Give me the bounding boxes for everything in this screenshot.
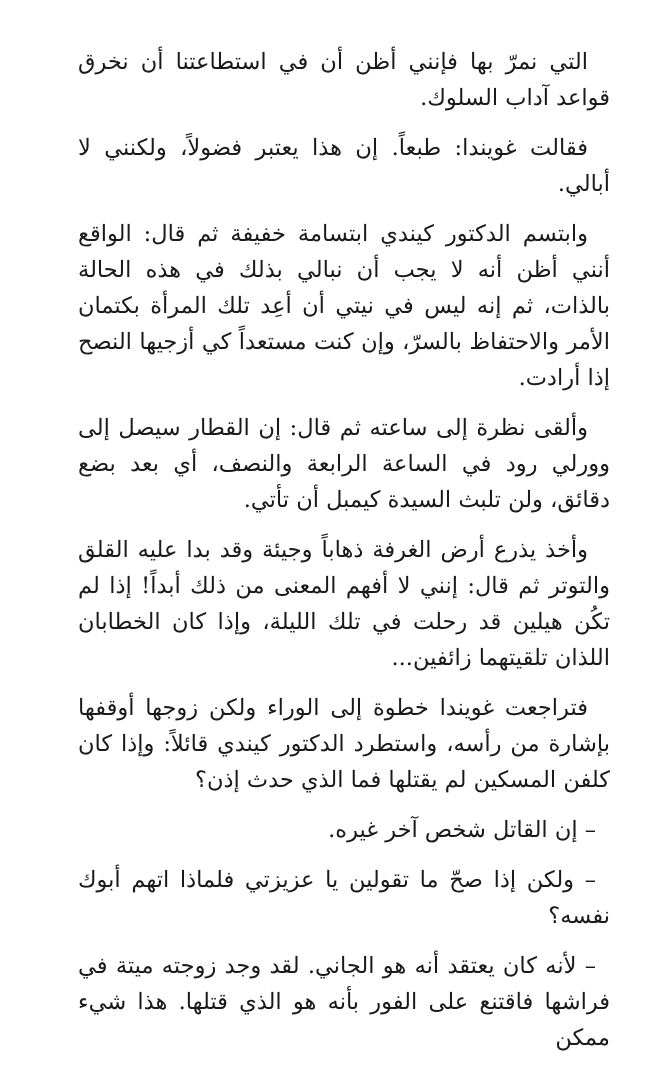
- dialogue-line-3: – لأنه كان يعتقد أنه هو الجاني. لقد وجد زوجته ميتة في فراشها فاقتنع على الفور بأنه هو الذي قتلها. هذا شيء ممكن: [78, 953, 610, 1051]
- book-page-text: [78, 44, 610, 1070]
- paragraph-6: فتراجعت غويندا خطوة إلى الوراء ولكن زوجها أوقفها بإشارة من رأسه، واستطرد الدكتور كيندي قائلاً: وإذا كان كلفن المسكين لم يقتلها فما الذي حدث إذن؟: [78, 695, 610, 793]
- paragraph-3: وابتسم الدكتور كيندي ابتسامة خفيفة ثم قال: الواقع أنني أظن أنه لا يجب أن نبالي بذلك في هذه الحالة بالذات، ثم إنه ليس في نيتي أن أعِد تلك المرأة بكتمان الأمر والاحتفاظ بالسرّ، وإن كنت مستعداً كي أزجيها النصح إذا أرادت.: [78, 221, 610, 391]
- dialogue-line-2: – ولكن إذا صحّ ما تقولين يا عزيزتي فلماذا اتهم أبوك نفسه؟: [78, 867, 610, 929]
- paragraph-5: وأخذ يذرع أرض الغرفة ذهاباً وجيئة وقد بدا عليه القلق والتوتر ثم قال: إنني لا أفهم المعنى من ذلك أبداً! إذا لم تكُن هيلين قد رحلت في تلك الليلة، وإذا كان الخطابان اللذان تلقيتهما زائفين...: [78, 537, 610, 671]
- paragraph-4: وألقى نظرة إلى ساعته ثم قال: إن القطار سيصل إلى وورلي رود في الساعة الرابعة والنصف، أي بعد بضع دقائق، ولن تلبث السيدة كيمبل أن تأتي.: [78, 415, 610, 513]
- paragraph-2: فقالت غويندا: طبعاً. إن هذا يعتبر فضولاً، ولكنني لا أبالي.: [78, 135, 610, 197]
- dialogue-line-1: – إن القاتل شخص آخر غيره.: [328, 817, 596, 843]
- paragraph-1: التي نمرّ بها فإنني أظن أن في استطاعتنا أن نخرق قواعد آداب السلوك.: [78, 49, 610, 111]
